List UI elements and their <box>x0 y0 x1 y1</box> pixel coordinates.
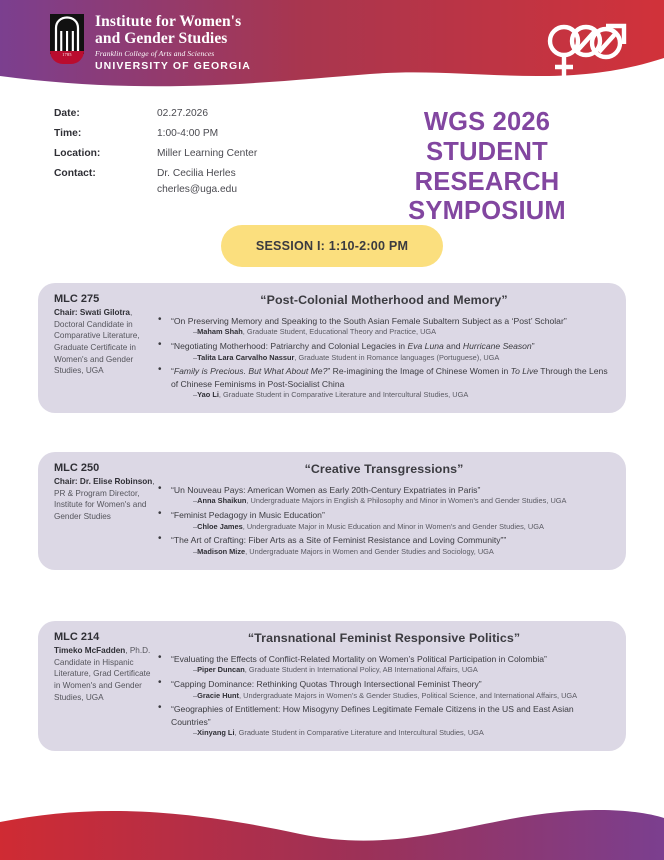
panel-content <box>156 631 626 741</box>
panel-content <box>156 462 626 560</box>
talk-title: • “Feminist Pedagogy in Music Education” <box>171 510 325 521</box>
panel-chair-block <box>38 631 156 741</box>
location-value: Miller Learning Center <box>157 147 258 159</box>
talk-author: –Gracie Hunt, Undergraduate Majors in Women’s & Gender Studies, Political Science, and International Affairs, UGA <box>193 690 578 700</box>
room-number: MLC 250 <box>54 462 100 474</box>
talk-author: –Chloe James, Undergraduate Major in Music Education and Minor in Women's and Gender Studies, UGA <box>193 521 544 531</box>
talk-item <box>156 484 612 507</box>
room-number: MLC 214 <box>54 631 100 643</box>
panel-chair-block <box>38 293 156 403</box>
talk-author: –Piper Duncan, Graduate Student in International Policy, AB International Affairs, UGA <box>193 665 478 675</box>
location-label: Location: <box>54 147 101 159</box>
session-badge <box>221 225 443 267</box>
talk-title: • “Capping Dominance: Rethinking Quotas Through Intersectional Feminist Theory” <box>171 679 482 690</box>
talk-author: –Madison Mize, Undergraduate Majors in Women and Gender Studies and Sociology, UGA <box>193 546 494 556</box>
talk-item <box>156 315 612 338</box>
talk-item <box>156 678 612 701</box>
chair-info: Timeko McFadden, Ph.D. Candidate in Hispanic Literature, Grad Certificate in Women's and Gender Studies, UGA <box>54 646 151 702</box>
panel-content <box>156 293 626 403</box>
time-value: 1:00-4:00 PM <box>157 127 219 139</box>
title-line-3: RESEARCH <box>414 167 560 196</box>
talk-title: • “Un Nouveau Pays: American Women as Early 20th-Century Expatriates in Paris” <box>171 485 481 495</box>
header-content <box>0 0 664 96</box>
talk-list <box>156 484 612 558</box>
uga-arch-logo-icon <box>50 14 84 64</box>
talk-author: –Anna Shaikun, Undergraduate Majors in English & Philosophy and Minor in Women's and Gender Studies, UGA <box>193 496 567 506</box>
panel-title: “Transnational Feminist Responsive Politics” <box>247 631 521 645</box>
talk-item <box>156 340 612 363</box>
contact-value: Dr. Cecilia Herles <box>157 167 236 179</box>
talk-author: –Talita Lara Carvalho Nassur, Graduate Student in Romance languages (Portuguese), UGA <box>193 352 500 362</box>
title-line-4: SYMPOSIUM <box>408 197 566 226</box>
talk-title: • “Evaluating the Effects of Conflict-Related Mortality on Women’s Political Participation in Colombia” <box>171 654 547 664</box>
time-label: Time: <box>54 127 82 139</box>
event-info-row <box>0 108 664 227</box>
event-details <box>54 108 354 227</box>
detail-location <box>54 148 354 161</box>
contact-label: Contact: <box>54 167 96 179</box>
page-title <box>362 108 612 227</box>
panel-title: “Creative Transgressions” <box>304 462 464 476</box>
talk-item <box>156 653 612 676</box>
university-name: UNIVERSITY OF GEORGIA <box>95 59 251 72</box>
talk-title: • “On Preserving Memory and Speaking to the South Asian Female Subaltern Subject as a ‘Post’ Scholar” <box>171 316 567 326</box>
talk-item <box>156 365 612 401</box>
talk-title: • “The Art of Crafting: Fiber Arts as a Site of Feminist Resistance and Loving Community”” <box>171 535 507 546</box>
talk-author: –Maham Shah, Graduate Student, Educational Theory and Practice, UGA <box>193 327 437 337</box>
room-number: MLC 275 <box>54 293 100 305</box>
talk-author: –Xinyang Li, Graduate Student in Comparative Literature and Intercultural Studies, UGA <box>193 728 484 738</box>
talk-title: • “Negotiating Motherhood: Patriarchy and Colonial Legacies in Eva Luna and Hurricane Season” <box>171 341 535 352</box>
title-line-2: STUDENT <box>426 137 548 166</box>
panel-title: “Post-Colonial Motherhood and Memory” <box>260 293 508 307</box>
detail-contact <box>54 168 354 181</box>
chair-info: Chair: Dr. Elise Robinson, PR & Program Director, Institute for Women's and Gender Studies <box>54 477 155 521</box>
gender-symbols-icon <box>544 16 630 95</box>
brand-lockup <box>50 12 251 72</box>
session-panel <box>38 621 626 751</box>
talk-author: –Yao Li, Graduate Student in Comparative Literature and Intercultural Studies, UGA <box>193 390 469 400</box>
title-line-1: WGS 2026 <box>423 108 551 136</box>
footer-banner <box>0 794 664 860</box>
org-name-line1: Institute for Women's <box>95 13 242 30</box>
talk-item <box>156 703 612 739</box>
org-name-line2: and Gender Studies <box>95 30 228 48</box>
brand-text <box>95 12 251 72</box>
talk-list <box>156 315 612 401</box>
talk-title: • “Geographies of Entitlement: How Misogyny Defines Legitimate Female Citizens in the US and East Asian Countries” <box>171 704 574 727</box>
session-label: SESSION I: 1:10-2:00 PM <box>255 239 409 253</box>
contact-email[interactable]: cherles@uga.edu <box>157 184 238 196</box>
talk-item <box>156 534 612 557</box>
talk-item <box>156 509 612 532</box>
session-panel <box>38 452 626 570</box>
chair-info: Chair: Swati Gilotra, Doctoral Candidate in Comparative Literature, Graduate Certificate in Women's and Gender Studies, UGA <box>54 308 140 376</box>
detail-time <box>54 128 354 141</box>
college-name: Franklin College of Arts and Sciences <box>95 48 215 58</box>
talk-title: • “Family is Precious. But What About Me?” Re-imagining the Image of Chinese Women in To Live Through the Lens of Chinese Feminisms in Post-Socialist China <box>171 366 608 389</box>
detail-date <box>54 108 354 121</box>
talk-list <box>156 653 612 739</box>
session-panel <box>38 283 626 413</box>
date-value: 02.27.2026 <box>157 108 208 119</box>
date-label: Date: <box>54 108 80 119</box>
panel-chair-block <box>38 462 156 560</box>
logo-year: 1785 <box>62 52 72 57</box>
